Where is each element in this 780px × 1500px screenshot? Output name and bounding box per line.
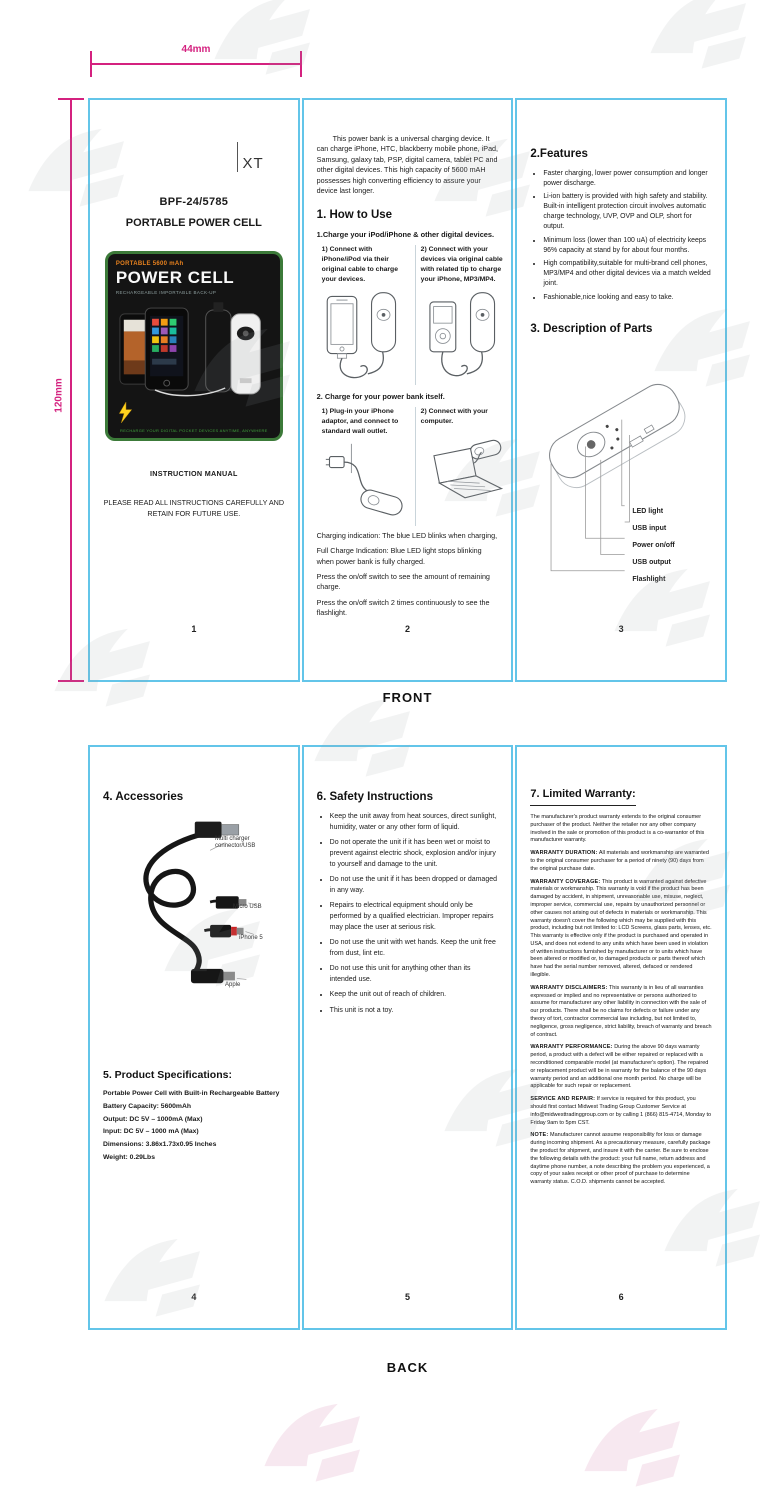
warranty-paragraph [530, 850, 712, 873]
feature-item: • Faster charging, lower power consumption and longer power discharge. [543, 169, 712, 189]
warranty-body: The manufacturer's product warranty extends to the original consumer purchaser of the product. Neither the retailer nor any other company involved in the sale or promotion of this product is a co-warrantor of this manufacturer warranty. [530, 813, 705, 844]
safety-list [317, 812, 499, 1017]
accessories-figure [103, 814, 285, 1052]
product-photo-illustration [116, 299, 272, 399]
manual-title: INSTRUCTION MANUAL [150, 469, 238, 478]
accessory-label-micro-usb: Micro USB [233, 903, 262, 910]
warranty-body: All materials and workmanship are warranted to the original consumer purchaser for a period of ninety (90) days from the original purchase date. [530, 850, 709, 872]
steps-row-2 [317, 407, 499, 526]
safety-item: • Keep the unit away from heat sources, direct sunlight, humidity, water or any other form of liquid. [330, 812, 499, 834]
features-list [530, 169, 712, 303]
specs-title: 5. Product Specifications: [103, 1068, 232, 1081]
warranty-paragraph [530, 1044, 712, 1091]
feature-item: • Minimum loss (lower than 100 uA) of electricity keeps 96% capacity at stand by for about four months. [543, 236, 712, 256]
watermark-logo [250, 1395, 390, 1495]
model-number: BPF-24/5785 [159, 196, 229, 208]
iphone-charging-illustration [322, 289, 410, 385]
step-1b-text: 2) Connect with your devices via original cable with related tip to charge your iPhone, MP3/MP4. [420, 246, 503, 283]
power-bank-diagram-drawing [530, 347, 712, 588]
width-dimension [90, 44, 302, 78]
accessories-title: 4. Accessories [103, 791, 184, 803]
part-label-flashlight: Flashlight [632, 576, 666, 584]
logo-divider [237, 142, 238, 172]
feature-item: • High compatibility,suitable for multi-brand cell phones, MP3/MP4 and other digital devices via a match welded joint. [543, 259, 712, 289]
warranty-head: WARRANTY COVERAGE: [530, 878, 601, 885]
box-bottom-text: RECHARGE YOUR DIGITAL POCKET DEVICES ANYTIME, ANYWHERE [120, 428, 268, 433]
warranty-paragraph [530, 1132, 712, 1187]
features-title: 2.Features [530, 148, 588, 160]
spec-line: Portable Power Cell with Built-in Rechargeable Battery [103, 1089, 280, 1097]
safety-item: • Keep the unit out of reach of children. [330, 990, 499, 1001]
step-2a-text: 1) Plug-in your iPhone adaptor, and connect to standard wall outlet. [321, 408, 399, 435]
manual-note: PLEASE READ ALL INSTRUCTIONS CAREFULLY AND RETAIN FOR FUTURE USE. [103, 498, 285, 518]
part-label-led: LED light [632, 508, 664, 516]
panel-accessories-specs [88, 745, 300, 1330]
width-dimension-label: 44mm [181, 44, 211, 55]
safety-item: • Do not use the unit with wet hands. Keep the unit free from dust, lint etc. [330, 938, 499, 960]
parts-title: 3. Description of Parts [530, 322, 653, 335]
part-label-usb-output: USB output [632, 559, 671, 567]
page-number: 1 [191, 624, 197, 634]
front-sheet [88, 98, 727, 682]
height-dimension-label: 120mm [53, 378, 65, 413]
switch-note: Press the on/off switch to see the amount of remaining charge. [316, 571, 490, 592]
panel-how-to-use [302, 98, 514, 682]
step-1a [317, 245, 415, 385]
panel-features-parts [515, 98, 727, 682]
warranty-head: WARRANTY DURATION: [530, 850, 598, 857]
lightning-bolt-icon [118, 402, 133, 423]
safety-item: • Do not use the unit if it has been dropped or damaged in any way. [330, 875, 499, 897]
warranty-body: If service is required for this product, you should first contact Midwest Trading Group Customer Service at info@midwesttradinggroup.com or by calling 1 (866) 815-4714, Monday to Friday 9am to 5pm CST. [530, 1096, 712, 1126]
warranty-body: During the above 90 days warranty period, a product with a defect will be either repaired or replaced with a reconditioned comparable model (at manufacturer's option). The repaired or replacement product will be in warranty for the balance of the 90 days warranty period and an additional one month period. No charge will be applicable for such repair or replacement. [530, 1044, 709, 1090]
warranty-paragraph [530, 814, 712, 845]
panel-cover [88, 98, 300, 682]
back-sheet-label: BACK [386, 1360, 429, 1375]
back-sheet [88, 745, 727, 1330]
page-number: 3 [618, 624, 624, 634]
safety-item: • Do not use this unit for anything other than its intended use. [330, 964, 499, 986]
box-capacity-text: PORTABLE 5600 mAh [115, 261, 184, 267]
computer-charging-illustration [421, 432, 509, 516]
accessory-label-multi: Multi charger connector/USB [215, 835, 256, 850]
step-2b [415, 407, 514, 526]
height-dimension-line [70, 98, 72, 682]
warranty-paragraph [530, 985, 712, 1040]
spec-line: Dimensions: 3.86x1.73x0.95 Inches [103, 1141, 217, 1149]
box-title-text: POWER CELL [115, 268, 235, 287]
step-2b-text: 2) Connect with your computer. [420, 408, 488, 425]
safety-item: • Repairs to electrical equipment should only be performed by a qualified electrician. Improper repairs may place the user at serious risk. [330, 901, 499, 934]
wall-outlet-charging-illustration [322, 442, 410, 526]
spec-line: Input: DC 5V – 1000 mA (Max) [103, 1128, 199, 1136]
warranty-head: WARRANTY PERFORMANCE: [530, 1044, 613, 1051]
watermark-logo [570, 1400, 710, 1500]
step-2a [317, 407, 415, 526]
flashlight-note: Press the on/off switch 2 times continuously to see the flashlight. [316, 597, 490, 618]
feature-item: • Fashionable,nice looking and easy to take. [543, 293, 712, 303]
subsection-charge-devices: 1.Charge your iPod/iPhone & other digital devices. [316, 230, 495, 240]
height-dimension [53, 98, 88, 682]
page-number: 6 [618, 1292, 624, 1302]
mp3-charging-illustration [421, 289, 509, 385]
safety-item: • This unit is not a toy. [330, 1006, 499, 1017]
page-number: 2 [405, 624, 411, 634]
warranty-body: Manufacturer cannot assume responsibility for loss or damage during incoming shipment. As a precautionary measure, carefully package the product for shipment, and insure it with the carrier. Be sure to enclose the following details with the product: your full name, return address and daytime phone number, a note describing the problem you experienced, a copy of your sales receipt or other proof of purchase to determine warranty status. C.O.D. shipments cannot be accepted. [530, 1132, 711, 1186]
intro-paragraph: This power bank is a universal charging device. It can charge iPhone, HTC, blackberry mobile phone, iPad, Samsung, galaxy tab, PSP, digital camera, tablet PC and other digital devices. This high capacity of 5600 mAH possesses high converting efficiency to assure your device last longer. [316, 134, 499, 196]
retail-box-artwork [105, 251, 283, 441]
step-1a-text: 1) Connect with iPhone/iPod via their original cable to charge your devices. [321, 246, 398, 283]
spec-line: Output: DC 5V – 1000mA (Max) [103, 1115, 203, 1123]
warranty-head: SERVICE AND REPAIR: [530, 1096, 596, 1103]
feature-item: • Li-ion battery is provided with high safety and stability. Built-in intelligent protection circuit involves automatic charge technology, UVP, OVP and OLP, short for output. [543, 192, 712, 232]
subsection-charge-bank: 2. Charge for your power bank itself. [316, 392, 445, 402]
accessory-label-apple: Apple [225, 981, 241, 988]
panel-safety [302, 745, 514, 1330]
front-sheet-label: FRONT [382, 690, 433, 705]
box-subtitle-text: RECHARGEABLE IMPORTABLE BACK-UP [115, 290, 217, 295]
warranty-title: 7. Limited Warranty: [530, 787, 635, 806]
part-label-power: Power on/off [632, 542, 675, 550]
steps-row-1 [317, 245, 503, 385]
page-number: 4 [191, 1292, 197, 1302]
full-charge-note: Full Charge Indication: Blue LED light stops blinking when power bank is fully charged. [316, 546, 482, 566]
safety-item: • Do not operate the unit if it has been wet or moist to prevent against electric shock, explosion and/or injury to yourself and damage to the unit. [330, 838, 499, 871]
spec-line: Battery Capacity: 5600mAh [103, 1102, 192, 1110]
charging-indication-note: Charging indication: The blue LED blinks when charging, [316, 530, 498, 540]
xt-brand-logo [237, 142, 264, 172]
accessory-label-iphone5: iPhone 5 [239, 934, 263, 941]
warranty-head: WARRANTY DISCLAIMERS: [530, 984, 608, 991]
warranty-paragraph [530, 879, 712, 980]
page-number: 5 [405, 1292, 411, 1302]
parts-diagram [530, 347, 712, 599]
step-1b [415, 245, 514, 385]
warranty-paragraph [530, 1096, 712, 1127]
warranty-body: This warranty is in lieu of all warranties expressed or implied and no representative or persons authorized to assume for manufacturer any other liability in connection with the sale of our products. There shall be no claims for defects or failure under any theory of tort, contractor commercial law including, but not limited to, negligence, gross negligence, strict liability, breach of warranty and breach of contract. [530, 984, 712, 1038]
warranty-head: NOTE: [530, 1132, 549, 1139]
part-label-usb-input: USB input [632, 525, 667, 533]
watermark-logo [636, 0, 776, 82]
section-title-how-to-use: 1. How to Use [316, 208, 393, 221]
spec-line: Weight: 0.29Lbs [103, 1154, 155, 1162]
safety-title: 6. Safety Instructions [316, 791, 433, 803]
width-dimension-line [90, 63, 302, 65]
warranty-body: This product is warranted against defective materials or workmanship. This warranty is void if the product has been damaged by accident, in shipment, unreasonable use, misuse, neglect, improper service, commercial use, repairs by unauthorized personnel or other causes not arising out of defects in materials or workmanship. This warranty doesn't cover the following which may be supplied with this product, including but not limited to: LCD Screens, glass parts, lenses, etc. This warranty is effective only if the product is purchased and operated in USA, and does not extend to any units which have been used in violation of written instructions furnished by manufacturer or to units which have been altered or modified or, to damaged products or parts thereof which have had the serial number removed, altered, defaced or rendered illegible. [530, 878, 712, 979]
panel-warranty [515, 745, 727, 1330]
brand-text: XT [242, 155, 264, 172]
product-name: PORTABLE POWER CELL [125, 217, 262, 229]
